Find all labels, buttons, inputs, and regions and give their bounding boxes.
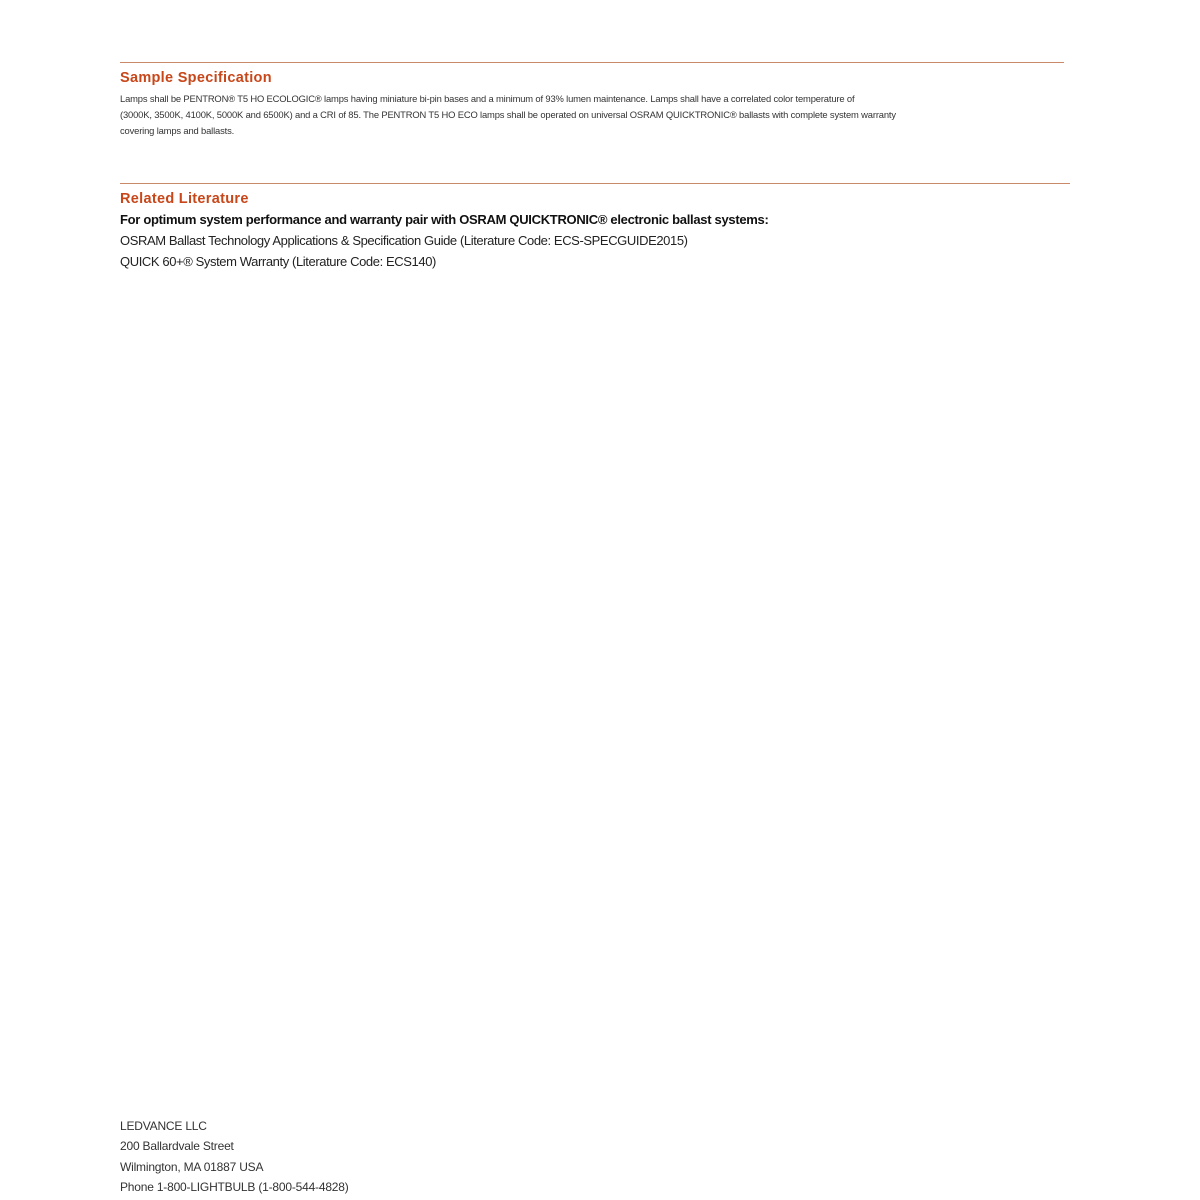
spec-line: (3000K, 3500K, 4100K, 5000K and 6500K) and a CRI of 85. The PENTRON T5 HO ECO lamps shall be operated on universal OSRAM QUICKTRONIC® ballasts with complete system warranty [120, 109, 896, 120]
sample-specification-body [120, 91, 1064, 139]
company-address-block [120, 1116, 540, 1197]
spec-line: covering lamps and ballasts. [120, 125, 235, 136]
street-address: 200 Ballardvale Street [120, 1139, 234, 1154]
related-literature-list [120, 209, 1070, 272]
related-literature-intro: For optimum system performance and warranty pair with OSRAM QUICKTRONIC® electronic ballast systems: [120, 212, 769, 227]
phone-number: Phone 1-800-LIGHTBULB (1-800-544-4828) [120, 1179, 349, 1194]
spec-line: Lamps shall be PENTRON® T5 HO ECOLOGIC® lamps having miniature bi-pin bases and a minimum of 93% lumen maintenance. Lamps shall have a correlated color temperature of [120, 93, 855, 104]
related-literature-section [120, 183, 1070, 272]
related-literature-heading: Related Literature [120, 191, 249, 207]
literature-item: OSRAM Ballast Technology Applications & Specification Guide (Literature Code: ECS-SPECGUIDE2015) [120, 233, 688, 248]
sample-specification-heading: Sample Specification [120, 70, 272, 86]
literature-item: QUICK 60+® System Warranty (Literature Code: ECS140) [120, 254, 436, 269]
sample-specification-section [120, 62, 1064, 139]
section-divider [120, 62, 1064, 63]
company-name: LEDVANCE LLC [120, 1119, 207, 1133]
city-state-zip: Wilmington, MA 01887 USA [120, 1159, 264, 1174]
section-divider [120, 183, 1070, 184]
